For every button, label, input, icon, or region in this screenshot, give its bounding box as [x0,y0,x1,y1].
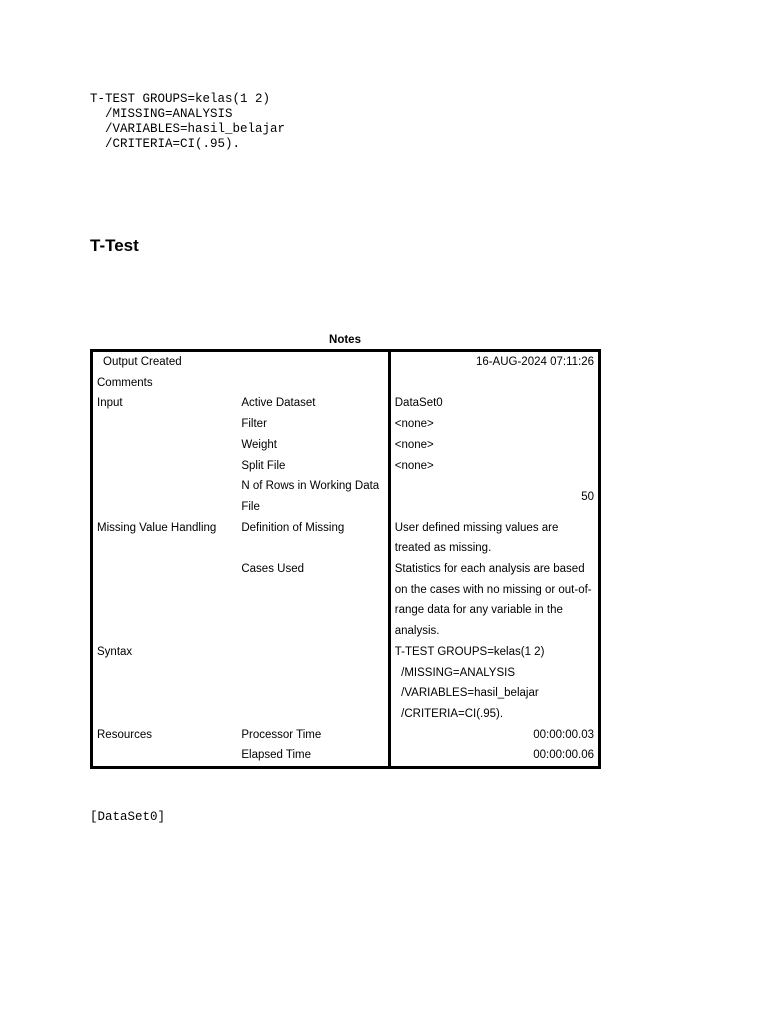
syntax-value-line: T-TEST GROUPS=kelas(1 2) [394,645,545,658]
table-row [92,456,600,477]
comments-value [389,373,599,394]
cases-used-value: Statistics for each analysis are based on the cases with no missing or out-of-range data for any variable in the analysis. [389,559,599,642]
syntax-line: /CRITERIA=CI(.95). [90,137,241,151]
processor-time-value: 00:00:00.03 [389,725,599,746]
cases-used-label: Cases Used [241,563,304,576]
active-dataset-label: Active Dataset [241,397,316,410]
syntax-value-line: /MISSING=ANALYSIS [394,666,516,679]
weight-value: <none> [389,435,599,456]
syntax-value-line: /VARIABLES=hasil_belajar [394,687,539,700]
table-row [92,518,600,559]
processor-time-label: Processor Time [241,728,322,741]
split-file-value: <none> [389,456,599,477]
syntax-value-line: /CRITERIA=CI(.95). [394,707,504,720]
comments-label: Comments [97,376,153,389]
resources-label: Resources [97,728,152,741]
filter-label: Filter [241,418,267,431]
notes-table [90,349,601,769]
table-row [92,476,600,517]
definition-missing-value: User defined missing values are treated as missing. [389,518,599,559]
n-rows-label: N of Rows in Working Data File [241,480,380,513]
input-label: Input [97,397,123,410]
table-row [92,351,600,373]
filter-value: <none> [389,414,599,435]
syntax-line: /VARIABLES=hasil_belajar [90,122,286,136]
split-file-label: Split File [241,459,286,472]
dataset-tag: [DataSet0] [90,810,166,824]
missing-handling-label: Missing Value Handling [97,521,217,534]
table-row [92,414,600,435]
table-row [92,559,600,642]
syntax-line: /MISSING=ANALYSIS [90,107,233,121]
elapsed-time-value: 00:00:00.06 [389,745,599,767]
table-row [92,642,600,725]
elapsed-time-label: Elapsed Time [241,749,312,762]
syntax-label: Syntax [97,645,133,658]
output-created-value: 16-AUG-2024 07:11:26 [389,351,599,373]
table-row [92,373,600,394]
table-row [92,393,600,414]
section-heading: T-Test [90,236,139,255]
table-row [92,745,600,767]
weight-label: Weight [241,438,277,451]
definition-missing-label: Definition of Missing [241,521,345,534]
table-row [92,435,600,456]
syntax-block [90,92,285,152]
table-row [92,725,600,746]
syntax-line: T-TEST GROUPS=kelas(1 2) [90,92,271,106]
notes-table-title: Notes [329,334,361,346]
syntax-value [389,642,599,725]
output-created-label: Output Created [103,356,182,368]
n-rows-value: 50 [389,476,599,517]
active-dataset-value: DataSet0 [389,393,599,414]
